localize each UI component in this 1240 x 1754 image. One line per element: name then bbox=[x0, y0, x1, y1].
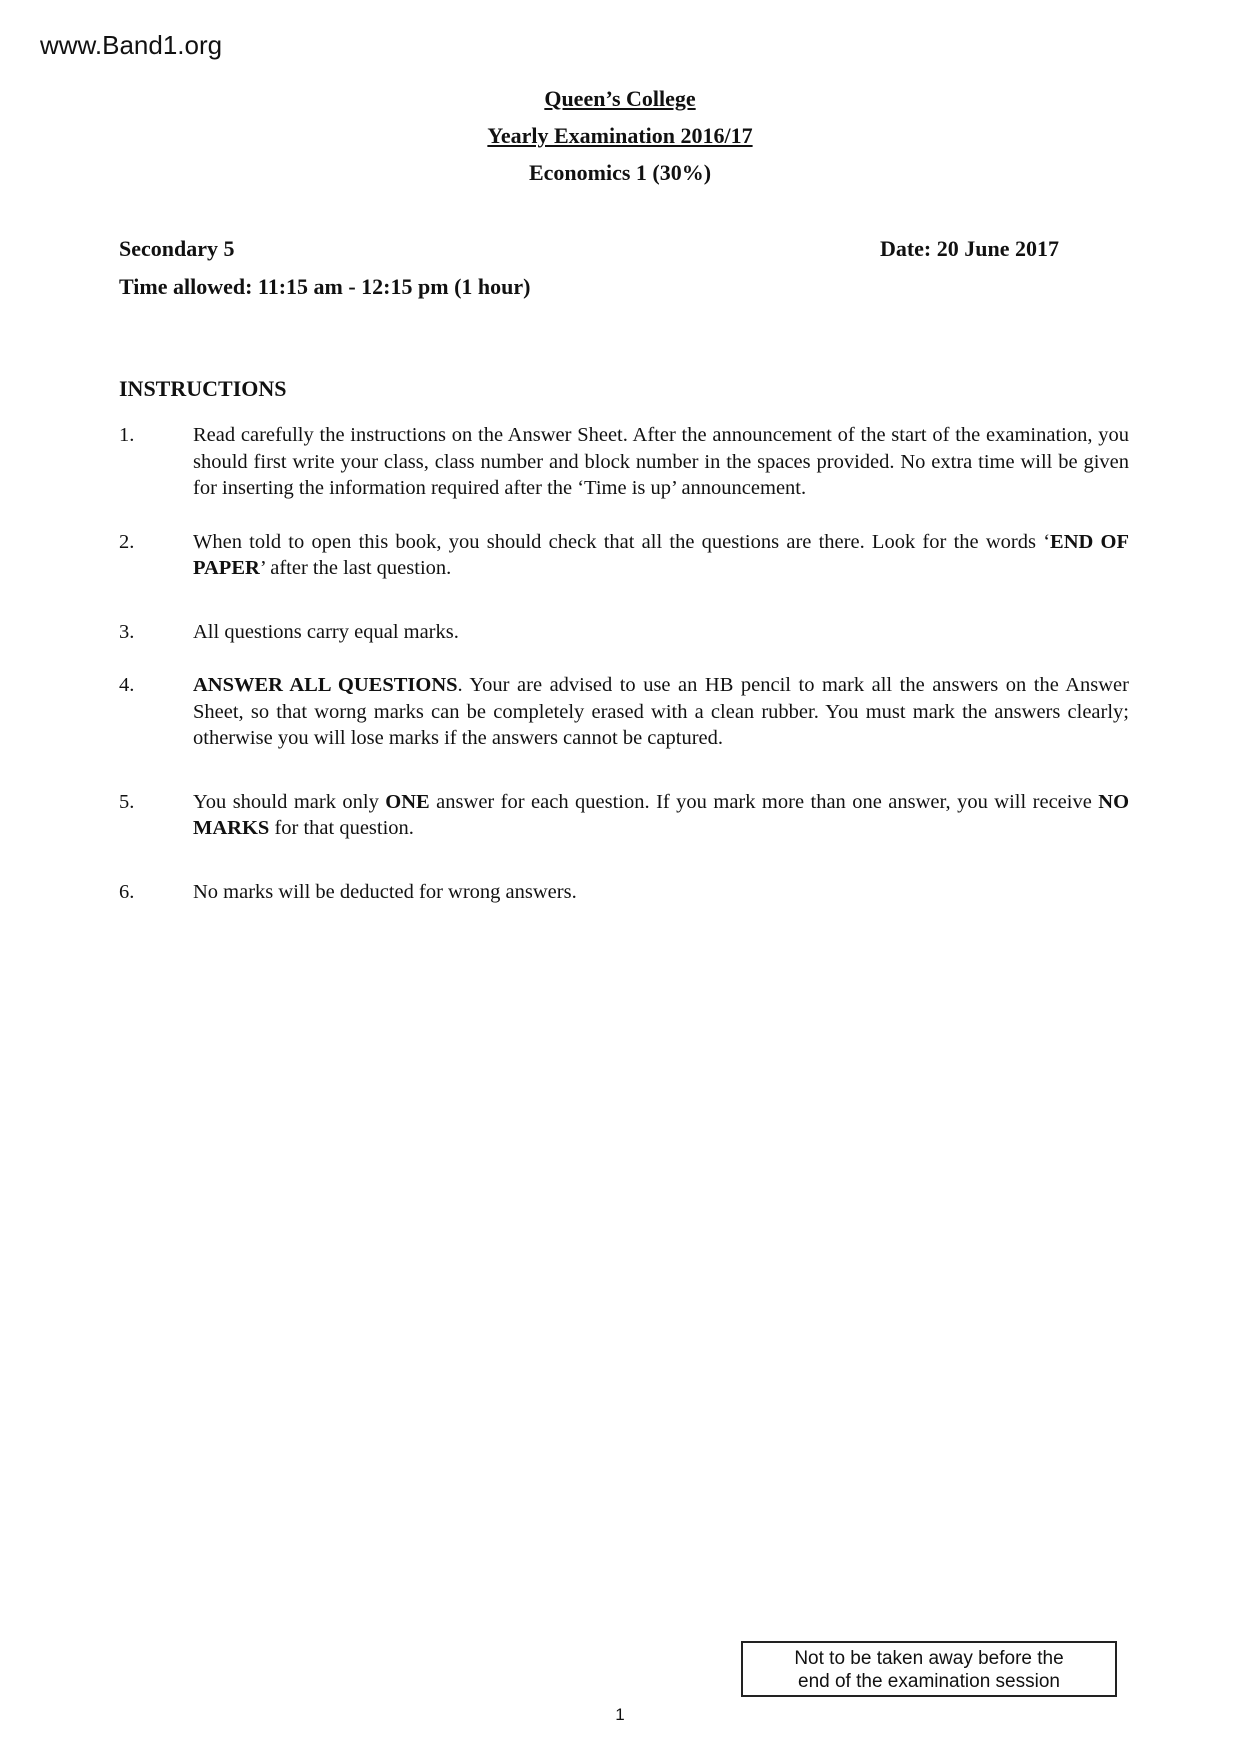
exam-header bbox=[0, 80, 1240, 191]
instruction-text bbox=[193, 789, 1129, 842]
exam-meta bbox=[119, 230, 1059, 306]
instruction-text-emphasis: END OF PAPER bbox=[193, 530, 1129, 579]
instruction-number: 5. bbox=[119, 790, 135, 813]
instruction-text-part: ’ after the last question. bbox=[259, 557, 452, 579]
instruction-text-part: All questions carry equal marks. bbox=[193, 620, 459, 643]
subject-title: Economics 1 (30%) bbox=[528, 160, 712, 185]
school-name: Queen’s College bbox=[544, 86, 696, 111]
instruction-number: 3. bbox=[119, 620, 135, 643]
notice-line-1: Not to be taken away before the bbox=[794, 1648, 1064, 1669]
time-allowed: Time allowed: 11:15 am - 12:15 pm (1 hour) bbox=[119, 274, 531, 299]
notice-line-2: end of the examination session bbox=[798, 1671, 1060, 1692]
instruction-item bbox=[119, 672, 1129, 752]
website-watermark: www.Band1.org bbox=[40, 30, 223, 60]
instructions-list bbox=[119, 422, 1129, 905]
instruction-text bbox=[193, 672, 1129, 752]
instruction-item bbox=[119, 789, 1129, 842]
instruction-text-part: Read carefully the instructions on the Answer Sheet. After the announcement of the start of the examination, you should first write your class, class number and block number in the spaces provided. No extra time will be given for inserting the information required after the ‘Time is up’ announcement. bbox=[193, 424, 1129, 499]
exam-notice-box bbox=[741, 1641, 1117, 1697]
instruction-text-emphasis: ANSWER ALL QUESTIONS bbox=[193, 674, 458, 696]
exam-title: Yearly Examination 2016/17 bbox=[487, 123, 753, 148]
instruction-number: 6. bbox=[119, 880, 135, 903]
instruction-text bbox=[193, 422, 1129, 502]
page-number: 1 bbox=[615, 1705, 625, 1724]
instruction-text-part: No marks will be deducted for wrong answers. bbox=[193, 880, 577, 903]
instruction-text bbox=[193, 619, 1129, 646]
instruction-text bbox=[193, 879, 1129, 906]
instruction-number: 4. bbox=[119, 674, 135, 696]
instruction-text-part: When told to open this book, you should check that all the questions are there. Look for the words ‘ bbox=[193, 530, 1051, 553]
instruction-item bbox=[119, 422, 1129, 502]
instruction-text-part: . Your are advised to use an HB pencil to mark all the answers on the Answer Sheet, so that worng marks can be completely erased with a clean rubber. You must mark the answers clearly; otherwise you will lose marks if the answers cannot be captured. bbox=[193, 674, 1129, 749]
instruction-text-part: for that question. bbox=[269, 817, 414, 839]
form-level: Secondary 5 bbox=[119, 236, 235, 261]
instruction-text-emphasis: NO MARKS bbox=[193, 790, 1130, 839]
instruction-text-part: answer for each question. If you mark more than one answer, you will receive bbox=[429, 790, 1099, 813]
instruction-text bbox=[193, 529, 1129, 582]
instructions-heading: INSTRUCTIONS bbox=[119, 376, 287, 401]
instruction-item bbox=[119, 879, 1129, 906]
instruction-text-emphasis: ONE bbox=[385, 790, 430, 813]
instruction-number: 2. bbox=[119, 530, 135, 553]
exam-date: Date: 20 June 2017 bbox=[879, 236, 1059, 261]
instruction-text-part: You should mark only bbox=[193, 790, 386, 813]
instruction-number: 1. bbox=[119, 424, 135, 446]
instruction-item bbox=[119, 619, 1129, 646]
instruction-item bbox=[119, 529, 1129, 582]
